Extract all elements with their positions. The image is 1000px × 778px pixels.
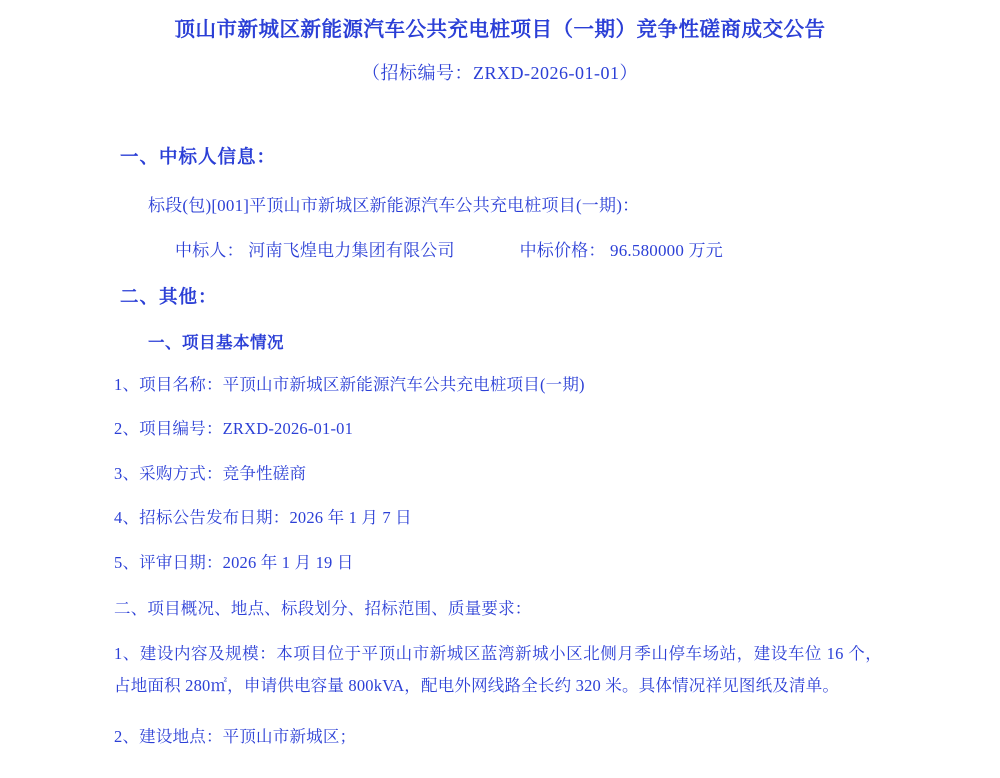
list-item: 5、评审日期：2026 年 1 月 19 日 (114, 552, 354, 572)
subsection-heading-project-overview: 二、项目概况、地点、标段划分、招标范围、质量要求： (114, 598, 532, 618)
document-page (0, 16, 1000, 778)
winner-info-row (0, 236, 1000, 261)
paragraph: 2、建设地点：平顶山市新城区； (114, 726, 357, 746)
price-label: 中标价格： (519, 240, 606, 260)
list-item: 2、项目编号：ZRXD-2026-01-01 (114, 419, 354, 439)
tender-number-subtitle: （招标编号：ZRXD-2026-01-01） (362, 62, 638, 83)
paragraph: 1、建设内容及规模：本项目位于平顶山市新城区蓝湾新城小区北侧月季山停车场站，建设车位 16 个，占地面积 280㎡，申请供电容量 800kVA，配电外网线路全长约 320 米。具体情况祥见图纸及清单。 (114, 643, 882, 695)
price-value: 96.580000 万元 (610, 240, 723, 260)
page-title: 顶山市新城区新能源汽车公共充电桩项目（一期）竞争性磋商成交公告 (174, 18, 826, 41)
section-heading-winner: 一、中标人信息： (120, 145, 277, 167)
winner-label: 中标人： (175, 240, 244, 260)
list-item: 1、项目名称：平顶山市新城区新能源汽车公共充电桩项目(一期) (114, 374, 585, 394)
subsection-heading-basic-info: 一、项目基本情况 (148, 333, 284, 352)
winner-value: 河南飞煌电力集团有限公司 (248, 240, 455, 260)
section-heading-other: 二、其他： (120, 285, 218, 307)
list-item: 3、采购方式：竞争性磋商 (114, 463, 307, 483)
lot-package-line: 标段(包)[001]平顶山市新城区新能源汽车公共充电桩项目(一期)： (148, 195, 640, 215)
list-item: 4、招标公告发布日期：2026 年 1 月 7 日 (114, 508, 412, 528)
